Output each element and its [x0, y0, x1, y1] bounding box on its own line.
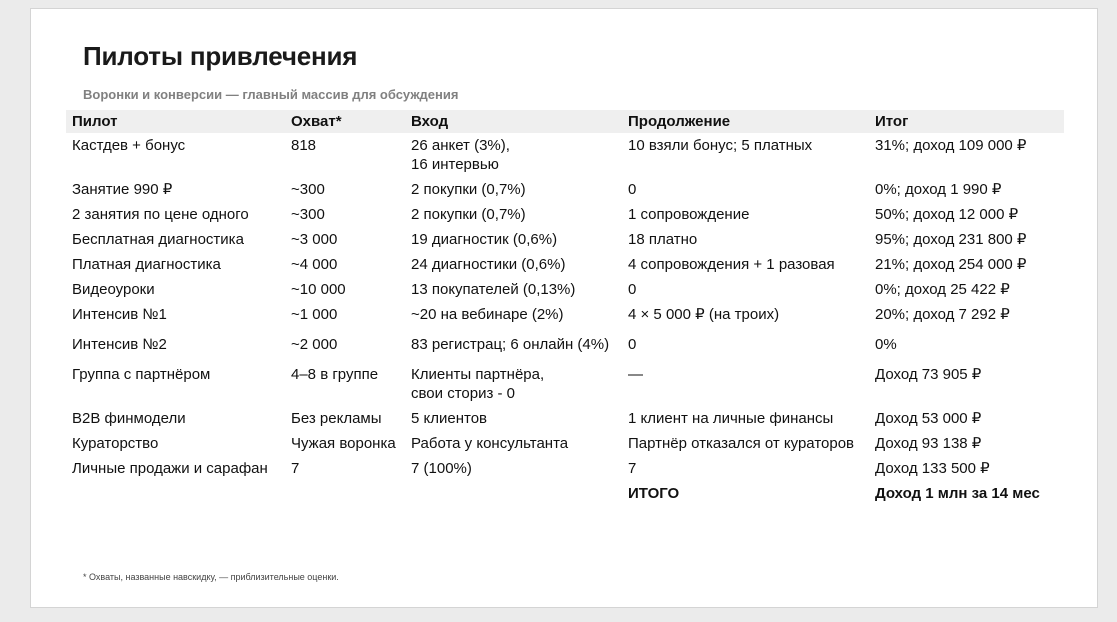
header-reach: Охват* [291, 113, 342, 130]
cell-pilot: Бесплатная диагностика [72, 231, 244, 248]
total-value: Доход 1 млн за 14 мес [875, 485, 1040, 502]
cell-pilot: B2B финмодели [72, 410, 186, 427]
cell-reach [285, 481, 405, 506]
cell-pilot: Личные продажи и сарафан [72, 460, 268, 477]
cell-pilot: Кураторство [72, 435, 159, 452]
cell-continuation: 0 [628, 181, 637, 198]
cell-continuation: 1 клиент на личные финансы [628, 410, 834, 427]
header-result: Итог [875, 113, 909, 130]
cell-pilot: 2 занятия по цене одного [72, 206, 249, 223]
cell-entry: ~20 на вебинаре (2%) [411, 306, 564, 323]
cell-reach: 818 [291, 137, 317, 154]
page-subtitle: Воронки и конверсии — главный массив для обсуждения [83, 87, 459, 102]
table-total-row [66, 481, 1064, 506]
table-row [66, 302, 1064, 332]
table-row [66, 227, 1064, 252]
cell-result: 0%; доход 1 990 ₽ [875, 181, 1002, 198]
cell-reach: ~10 000 [291, 281, 346, 298]
table-row [66, 332, 1064, 362]
cell-reach: ~4 000 [291, 256, 338, 273]
cell-pilot: Группа с партнёром [72, 366, 211, 383]
cell-result: 95%; доход 231 800 ₽ [875, 231, 1027, 248]
cell-entry: 19 диагностик (0,6%) [411, 231, 558, 248]
cell-entry: 2 покупки (0,7%) [411, 206, 526, 223]
cell-reach: ~300 [291, 206, 325, 223]
cell-continuation: 0 [628, 281, 637, 298]
table-row [66, 177, 1064, 202]
footnote: * Охваты, названные навскидку, — приблизительные оценки. [83, 572, 339, 582]
cell-reach: 4–8 в группе [291, 366, 379, 383]
cell-result: Доход 133 500 ₽ [875, 460, 990, 477]
cell-continuation: 4 сопровождения + 1 разовая [628, 256, 835, 273]
cell-pilot [66, 481, 285, 506]
header-pilot: Пилот [72, 113, 118, 130]
cell-pilot: Занятие 990 ₽ [72, 181, 173, 198]
cell-entry: 2 покупки (0,7%) [411, 181, 526, 198]
header-continuation: Продолжение [628, 113, 731, 130]
slide [30, 8, 1098, 608]
cell-result: 0%; доход 25 422 ₽ [875, 281, 1010, 298]
cell-result: 20%; доход 7 292 ₽ [875, 306, 1010, 323]
page-title: Пилоты привлечения [83, 41, 358, 71]
cell-result: 21%; доход 254 000 ₽ [875, 256, 1027, 273]
cell-entry: 5 клиентов [411, 410, 488, 427]
cell-pilot: Кастдев + бонус [72, 137, 186, 154]
cell-pilot: Платная диагностика [72, 256, 221, 273]
pilots-table [66, 110, 1064, 506]
table-row [66, 277, 1064, 302]
table-row [66, 362, 1064, 406]
cell-reach: Чужая воронка [291, 435, 396, 452]
cell-continuation: 4 × 5 000 ₽ (на троих) [628, 306, 780, 323]
cell-result: 31%; доход 109 000 ₽ [875, 137, 1027, 154]
table-row [66, 133, 1064, 177]
cell-continuation: — [628, 366, 643, 383]
cell-reach: Без рекламы [291, 410, 382, 427]
cell-entry: Клиенты партнёра, свои сториз - 0 [411, 366, 545, 402]
cell-result: Доход 73 905 ₽ [875, 366, 982, 383]
table-row [66, 456, 1064, 481]
cell-entry [405, 481, 622, 506]
cell-continuation: 18 платно [628, 231, 698, 248]
table-header-row [66, 110, 1064, 133]
cell-continuation: 0 [628, 336, 637, 353]
cell-pilot: Интенсив №2 [72, 336, 167, 353]
cell-result: Доход 53 000 ₽ [875, 410, 982, 427]
cell-reach: 7 [291, 460, 300, 477]
cell-continuation: 7 [628, 460, 637, 477]
cell-pilot: Интенсив №1 [72, 306, 167, 323]
cell-entry: 24 диагностики (0,6%) [411, 256, 566, 273]
header-entry: Вход [411, 113, 449, 130]
cell-entry: Работа у консультанта [411, 435, 569, 452]
cell-reach: ~300 [291, 181, 325, 198]
cell-pilot: Видеоуроки [72, 281, 155, 298]
cell-reach: ~3 000 [291, 231, 338, 248]
table-row [66, 252, 1064, 277]
cell-entry: 26 анкет (3%), 16 интервью [411, 137, 510, 173]
cell-reach: ~1 000 [291, 306, 338, 323]
cell-result: Доход 93 138 ₽ [875, 435, 982, 452]
table-row [66, 431, 1064, 456]
cell-entry: 7 (100%) [411, 460, 472, 477]
total-label: ИТОГО [628, 485, 680, 502]
cell-result: 50%; доход 12 000 ₽ [875, 206, 1019, 223]
table-row [66, 202, 1064, 227]
cell-entry: 83 регистрац; 6 онлайн (4%) [411, 336, 610, 353]
cell-continuation: 10 взяли бонус; 5 платных [628, 137, 813, 154]
cell-continuation: Партнёр отказался от кураторов [628, 435, 855, 452]
table-row [66, 406, 1064, 431]
cell-entry: 13 покупателей (0,13%) [411, 281, 576, 298]
cell-result: 0% [875, 336, 897, 353]
cell-reach: ~2 000 [291, 336, 338, 353]
cell-continuation: 1 сопровождение [628, 206, 750, 223]
